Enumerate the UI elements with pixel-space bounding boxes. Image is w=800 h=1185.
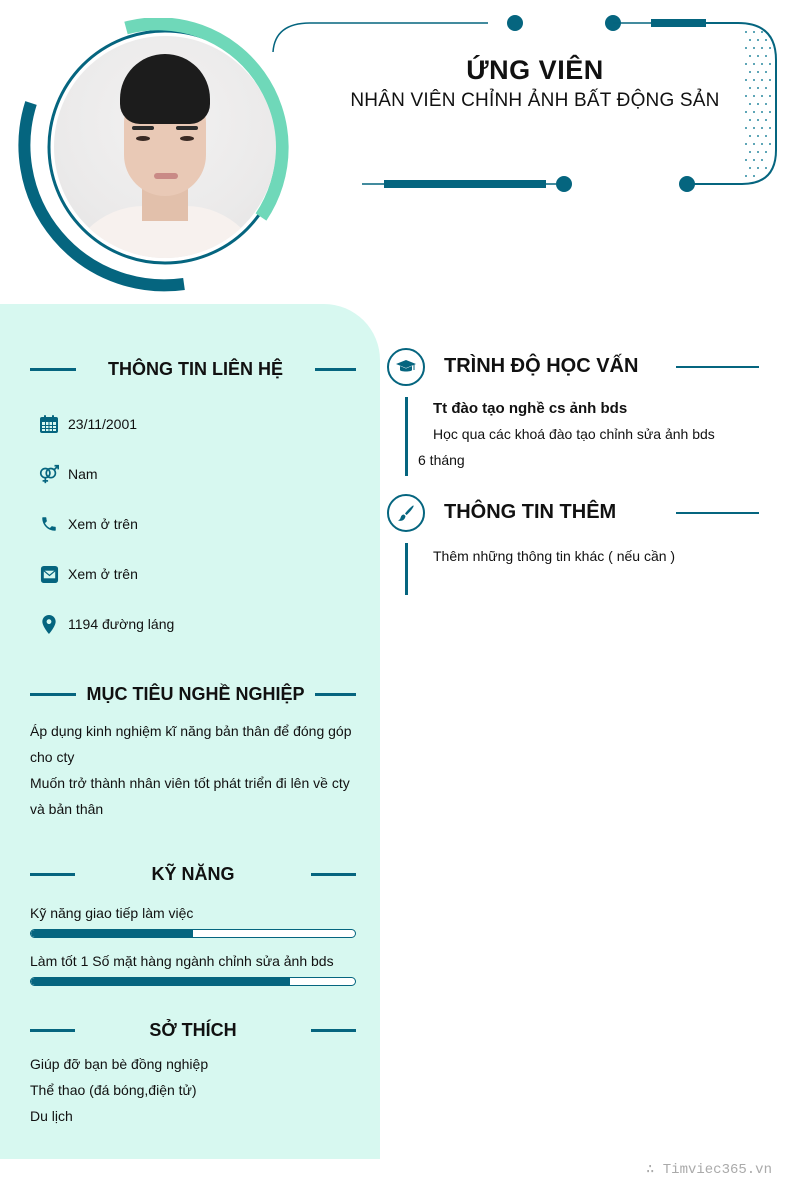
contact-item-birthday bbox=[38, 412, 137, 436]
heading-rule-left bbox=[30, 693, 76, 696]
skills-heading-label: KỸ NĂNG bbox=[151, 863, 235, 884]
graduation-cap-icon bbox=[387, 348, 425, 386]
contact-item-gender bbox=[38, 462, 98, 486]
gender-icon bbox=[38, 463, 60, 485]
candidate-name: ỨNG VIÊN bbox=[466, 55, 604, 85]
hobby-item: Giúp đỡ bạn bè đồng nghiệp bbox=[30, 1056, 209, 1072]
heading-rule bbox=[676, 366, 759, 368]
objective-line: Muốn trở thành nhân viên tốt phát triển đi lên về cty bbox=[30, 775, 350, 791]
paintbrush-icon bbox=[387, 494, 425, 532]
contact-item-email bbox=[38, 562, 138, 586]
skill-progress-fill bbox=[31, 930, 193, 937]
skill-progress-fill bbox=[31, 978, 290, 985]
hobby-item: Thể thao (đá bóng,điện tử) bbox=[30, 1082, 197, 1098]
hobby-item: Du lịch bbox=[30, 1108, 73, 1124]
location-icon bbox=[38, 613, 60, 635]
birthday-value: 23/11/2001 bbox=[68, 416, 138, 432]
address-value: 1194 đường láng bbox=[68, 616, 175, 632]
skills-section-heading bbox=[30, 860, 356, 888]
education-timeline-bar bbox=[405, 397, 408, 476]
header-frame-decoration bbox=[0, 0, 800, 300]
education-school: Tt đào tạo nghề cs ảnh bds bbox=[433, 400, 628, 417]
objective-line: Áp dụng kinh nghiệm kĩ năng bản thân để đóng góp bbox=[30, 723, 352, 739]
objective-heading-label: MỤC TIÊU NGHỀ NGHIỆP bbox=[86, 683, 305, 704]
education-heading-label: TRÌNH ĐỘ HỌC VẤN bbox=[444, 355, 639, 377]
objective-text bbox=[30, 718, 360, 822]
watermark: ∴ Timviec365.vn bbox=[645, 1162, 772, 1178]
skill-label: Làm tốt 1 Số mặt hàng ngành chỉnh sửa ảnh bds bbox=[30, 953, 334, 969]
gender-value: Nam bbox=[68, 466, 98, 482]
education-duration: 6 tháng bbox=[418, 452, 465, 468]
heading-rule-right bbox=[315, 693, 356, 696]
heading-rule-right bbox=[315, 368, 356, 371]
email-icon bbox=[38, 563, 60, 585]
heading-rule-right bbox=[311, 1029, 356, 1032]
additional-heading-label: THÔNG TIN THÊM bbox=[444, 501, 617, 523]
additional-section-heading bbox=[387, 494, 759, 532]
skill-label: Kỹ năng giao tiếp làm việc bbox=[30, 905, 194, 921]
objective-section-heading bbox=[30, 680, 356, 708]
contact-heading-label: THÔNG TIN LIÊN HỆ bbox=[108, 358, 283, 379]
heading-rule-left bbox=[30, 368, 76, 371]
job-title: NHÂN VIÊN CHỈNH ẢNH BẤT ĐỘNG SẢN bbox=[350, 90, 720, 111]
education-section-heading bbox=[387, 348, 759, 386]
calendar-icon bbox=[38, 413, 60, 435]
skill-progress-bar bbox=[30, 929, 356, 938]
heading-rule bbox=[676, 512, 759, 514]
heading-rule-left bbox=[30, 873, 75, 876]
cv-header bbox=[0, 0, 800, 300]
title-block bbox=[330, 55, 740, 112]
objective-line: và bản thân bbox=[30, 801, 104, 817]
phone-value: Xem ở trên bbox=[68, 516, 138, 532]
hobbies-section-heading bbox=[30, 1016, 356, 1044]
additional-timeline-bar bbox=[405, 543, 408, 595]
contact-item-address bbox=[38, 612, 174, 636]
objective-line: cho cty bbox=[30, 749, 75, 765]
additional-text: Thêm những thông tin khác ( nếu cần ) bbox=[433, 548, 676, 564]
hobbies-heading-label: SỞ THÍCH bbox=[149, 1019, 237, 1040]
skill-progress-bar bbox=[30, 977, 356, 986]
education-description: Học qua các khoá đào tạo chỉnh sửa ảnh bds bbox=[433, 426, 715, 442]
heading-rule-right bbox=[311, 873, 356, 876]
phone-icon bbox=[38, 513, 60, 535]
contact-section-heading bbox=[30, 355, 356, 383]
email-value: Xem ở trên bbox=[68, 566, 138, 582]
heading-rule-left bbox=[30, 1029, 75, 1032]
hobbies-list bbox=[30, 1051, 360, 1129]
contact-item-phone bbox=[38, 512, 138, 536]
